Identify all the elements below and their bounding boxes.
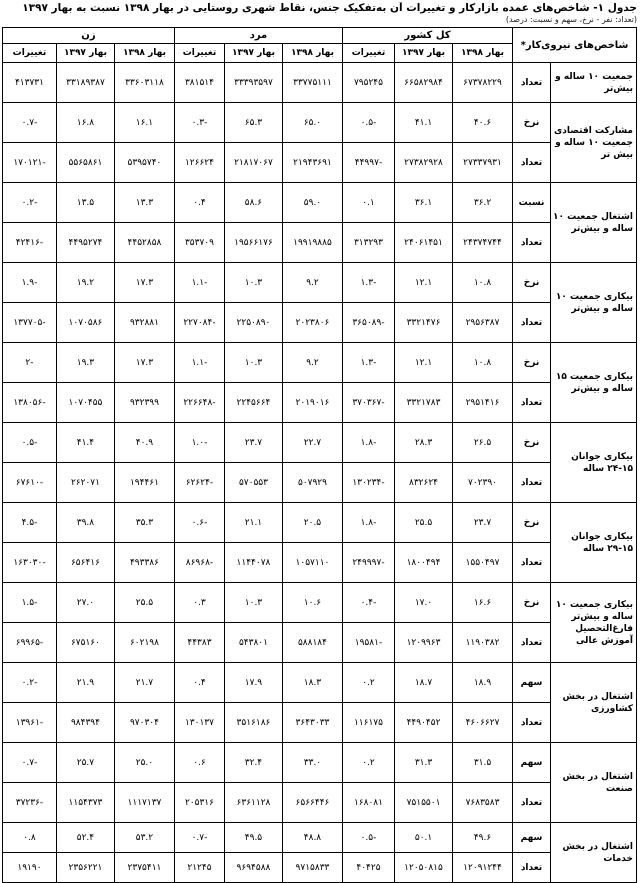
value-cell: ۶۵.۳: [224, 103, 282, 143]
unit-label: نسبت: [513, 183, 551, 223]
value-cell: ۱۶.۸: [56, 103, 114, 143]
value-cell: ۴۰.۹: [114, 423, 174, 463]
indicator-label: جمعیت ۱۰ ساله و بیش‌تر: [551, 63, 637, 103]
value-cell: ۱۸۰۰۴۹۴: [395, 543, 453, 583]
value-cell: -۰.۵: [2, 423, 56, 463]
indicator-label: اشتغال در بخش صنعت: [551, 743, 637, 823]
table-row: [2, 823, 636, 853]
value-cell: ۵۴۳۸۰۱: [224, 623, 282, 663]
value-cell: ۴۹۳۳۸۶: [114, 543, 174, 583]
value-cell: ۱۵۵۰۴۹۷: [453, 543, 513, 583]
indicator-label: بیکاری جوانان ۱۵-۲۹ ساله: [551, 503, 637, 583]
value-cell: ۱۹۱۹۰: [2, 853, 56, 883]
value-cell: -۱۳۰۲۳۴: [342, 463, 394, 503]
value-cell: -۱۶۳۰۳۰: [2, 543, 56, 583]
value-cell: -۶۷۶۱۰: [2, 463, 56, 503]
value-cell: ۱۱۴۴۰۷۸: [224, 543, 282, 583]
value-cell: ۱۹۵۶۶۱۷۶: [224, 223, 282, 263]
value-cell: ۱۲.۱: [395, 263, 453, 303]
value-cell: -۱.۳: [342, 343, 394, 383]
value-cell: ۳۸۱۵۱۴: [174, 63, 224, 103]
value-cell: ۱۲۰۹۹۶۳: [395, 623, 453, 663]
value-cell: ۲۳.۷: [224, 423, 282, 463]
value-cell: ۱۳.۳: [114, 183, 174, 223]
value-cell: ۳۶.۲: [453, 183, 513, 223]
value-cell: ۹۷۱۵۸۳۳: [282, 853, 342, 883]
value-cell: ۹۳۲۳۹۹: [114, 383, 174, 423]
value-cell: ۱۹.۲: [56, 263, 114, 303]
table-row: [2, 783, 636, 823]
value-cell: ۴۱.۱: [395, 103, 453, 143]
value-cell: -۱.۸: [342, 423, 394, 463]
value-cell: ۰.۲: [342, 743, 394, 783]
table-row: [2, 583, 636, 623]
value-cell: -۲: [2, 343, 56, 383]
value-cell: ۵۳.۲: [114, 823, 174, 853]
value-cell: ۳۹.۸: [56, 503, 114, 543]
value-cell: ۴۱.۴: [56, 423, 114, 463]
value-cell: ۵۰۷۹۲۹: [282, 463, 342, 503]
value-cell: ۲۱۹۴۳۶۹۱: [282, 143, 342, 183]
value-cell: -۱.۵: [2, 583, 56, 623]
value-cell: ۵۷۰۵۵۳: [224, 463, 282, 503]
value-cell: ۱۶.۱: [114, 103, 174, 143]
value-cell: ۴۱۳۷۳۱: [2, 63, 56, 103]
value-cell: ۵۸.۶: [224, 183, 282, 223]
value-cell: ۱۱۱۷۱۳۷: [114, 783, 174, 823]
unit-label: تعداد: [513, 463, 551, 503]
value-cell: ۴۴۳۸۳: [174, 623, 224, 663]
value-cell: ۴۴۹۵۲۷۴: [56, 223, 114, 263]
value-cell: ۹۷۰۳۰۴: [114, 703, 174, 743]
value-cell: ۲۸.۳: [395, 423, 453, 463]
value-cell: ۲۱.۹: [56, 663, 114, 703]
value-cell: ۱۷.۳: [114, 343, 174, 383]
unit-label: نرخ: [513, 103, 551, 143]
value-cell: ۳۱.۳: [395, 743, 453, 783]
table-row: [2, 183, 636, 223]
value-cell: ۳۳۳۹۳۵۹۷: [224, 63, 282, 103]
value-cell: -۸۶۹۶۸: [174, 543, 224, 583]
table-row: [2, 623, 636, 663]
value-cell: ۱۰۷۰۴۵۵: [56, 383, 114, 423]
table-row: [2, 463, 636, 503]
value-cell: ۹۳۲۸۸۱: [114, 303, 174, 343]
unit-label: سهم: [513, 823, 551, 853]
value-cell: -۱۳۹۶۱: [2, 703, 56, 743]
value-cell: ۳۵.۳: [114, 503, 174, 543]
value-cell: ۷۹۵۲۴۵: [342, 63, 394, 103]
value-cell: ۳۱.۵: [453, 743, 513, 783]
unit-label: نرخ: [513, 503, 551, 543]
value-cell: ۲۶۲۰۷۱: [56, 463, 114, 503]
value-cell: -۰.۳: [174, 103, 224, 143]
value-cell: -۳۷۲۳۶: [2, 783, 56, 823]
value-cell: ۳۳.۰: [282, 743, 342, 783]
value-cell: ۰.۴: [174, 183, 224, 223]
value-cell: ۷۰۲۳۹۰: [453, 463, 513, 503]
value-cell: ۹۶۹۴۵۸۸: [224, 853, 282, 883]
value-cell: ۱۹۹۱۹۸۸۵: [282, 223, 342, 263]
value-cell: ۲۰۵۳۱۶: [174, 783, 224, 823]
table-row: [2, 383, 636, 423]
value-cell: -۰.۵: [342, 103, 394, 143]
table-body: [2, 63, 636, 883]
value-cell: ۴۴۹۰۴۵۲: [395, 703, 453, 743]
value-cell: ۲۱.۷: [114, 663, 174, 703]
value-cell: ۲۷۳۸۲۹۲۸: [395, 143, 453, 183]
value-cell: -۰.۲: [2, 663, 56, 703]
header-group-female: زن: [2, 28, 174, 44]
value-cell: ۶۶۵۸۲۹۸۴: [395, 63, 453, 103]
table-row: [2, 503, 636, 543]
header-change: تغییرات: [174, 44, 224, 63]
value-cell: ۲۲۵۰۸۹۰: [224, 303, 282, 343]
value-cell: ۲۹۵۱۴۱۶: [453, 383, 513, 423]
value-cell: -۰.۷: [2, 103, 56, 143]
header-spring-1397: بهار ۱۳۹۷: [395, 44, 453, 63]
value-cell: -۴۴۹۹۷: [342, 143, 394, 183]
value-cell: ۴۸.۸: [282, 823, 342, 853]
value-cell: -۰.۷: [2, 743, 56, 783]
header-spring-1397: بهار ۱۳۹۷: [224, 44, 282, 63]
value-cell: ۱۸.۳: [282, 663, 342, 703]
value-cell: ۱۰۵۷۱۱۰: [282, 543, 342, 583]
table-row: [2, 143, 636, 183]
value-cell: ۱۰.۳: [224, 343, 282, 383]
value-cell: -۰.۴: [342, 583, 394, 623]
value-cell: ۱۰.۳: [224, 263, 282, 303]
value-cell: ۱۲۶۶۲۴: [174, 143, 224, 183]
value-cell: ۷۵۱۵۵۰۱: [395, 783, 453, 823]
value-cell: ۶۳۶۱۱۲۸: [224, 783, 282, 823]
value-cell: ۱۹.۳: [56, 343, 114, 383]
header-spring-1398: بهار ۱۳۹۸: [114, 44, 174, 63]
value-cell: ۰.۲: [342, 663, 394, 703]
unit-label: تعداد: [513, 853, 551, 883]
value-cell: -۱.۱: [174, 263, 224, 303]
value-cell: -۲۲۷۰۸۴: [174, 303, 224, 343]
value-cell: ۱۱۹۰۳۸۲: [453, 623, 513, 663]
value-cell: -۱۷۰۱۲۱: [2, 143, 56, 183]
unit-label: تعداد: [513, 703, 551, 743]
unit-label: نرخ: [513, 583, 551, 623]
value-cell: ۱۶۸۰۸۱: [342, 783, 394, 823]
value-cell: ۲۱۸۱۷۰۶۷: [224, 143, 282, 183]
value-cell: ۲۳۷۵۴۱۱: [114, 853, 174, 883]
table-row: [2, 743, 636, 783]
table-row: [2, 543, 636, 583]
value-cell: ۸۳۲۶۲۴: [395, 463, 453, 503]
table-row: [2, 303, 636, 343]
table-row: [2, 103, 636, 143]
value-cell: -۳۶۵۰۸۹: [342, 303, 394, 343]
value-cell: -۶۹۹۶۵: [2, 623, 56, 663]
value-cell: ۴۰۴۲۵: [342, 853, 394, 883]
value-cell: ۱۲۰۹۱۲۴۴: [453, 853, 513, 883]
value-cell: ۴۰.۶: [453, 103, 513, 143]
value-cell: -۱۹۵۸۱: [342, 623, 394, 663]
table-row: [2, 223, 636, 263]
value-cell: ۳۶۴۳۰۳۳: [282, 703, 342, 743]
value-cell: ۳۳۲۱۷۸۳: [395, 383, 453, 423]
value-cell: ۵۵۶۵۸۶۱: [56, 143, 114, 183]
value-cell: ۶۷۵۱۶۰: [56, 623, 114, 663]
table-row: [2, 853, 636, 883]
value-cell: ۲۳.۷: [453, 503, 513, 543]
header-indicators: شاخص‌های نیروی‌کار*: [513, 28, 637, 63]
value-cell: ۰.۸: [2, 823, 56, 853]
value-cell: ۳۱۳۲۹۳: [342, 223, 394, 263]
value-cell: ۱۰.۸: [453, 263, 513, 303]
indicator-label: بیکاری جوانان ۱۵-۲۴ ساله: [551, 423, 637, 503]
value-cell: ۲۲.۷: [282, 423, 342, 463]
value-cell: -۲۲۶۶۴۸: [174, 383, 224, 423]
value-cell: -۱۳۷۷۰۵: [2, 303, 56, 343]
table-row: [2, 63, 636, 103]
value-cell: ۰.۳: [174, 583, 224, 623]
value-cell: ۲۱.۱: [224, 503, 282, 543]
table-row: [2, 343, 636, 383]
value-cell: ۹.۲: [282, 263, 342, 303]
value-cell: ۳۶.۱: [395, 183, 453, 223]
value-cell: -۱۳۸۰۵۶: [2, 383, 56, 423]
table-title: جدول ۱- شاخص‌های عمده بازارکار و تغییرات آن به‌تفکیک جنس، نقاط شهری روستایی در بهار ۱۳۹۸ نسبت به بهار ۱۳۹۷: [22, 2, 637, 14]
value-cell: -۰.۶: [174, 503, 224, 543]
labor-market-table: [2, 27, 637, 883]
value-cell: ۹۸۴۳۹۴: [56, 703, 114, 743]
table-row: [2, 703, 636, 743]
value-cell: ۳۳۲۱۴۷۶: [395, 303, 453, 343]
value-cell: ۱۲۰۵۰۸۱۵: [395, 853, 453, 883]
value-cell: ۱۷.۰: [395, 583, 453, 623]
unit-label: تعداد: [513, 63, 551, 103]
indicator-label: بیکاری جمعیت ۱۰ ساله و بیش‌تر فارغ‌التحصیل آموزش عالی: [551, 583, 637, 663]
header-change: تغییرات: [342, 44, 394, 63]
value-cell: -۱.۱: [174, 343, 224, 383]
value-cell: ۱۰۷۰۵۸۶: [56, 303, 114, 343]
value-cell: ۶۵.۰: [282, 103, 342, 143]
unit-label: تعداد: [513, 543, 551, 583]
indicator-label: مشارکت اقتصادی جمعیت ۱۰ ساله و بیش‌ تر: [551, 103, 637, 183]
value-cell: -۲۴۹۹۹۷: [342, 543, 394, 583]
value-cell: ۱۱۵۴۳۷۳: [56, 783, 114, 823]
value-cell: ۲۵.۰: [114, 743, 174, 783]
value-cell: ۱۸.۹: [453, 663, 513, 703]
value-cell: ۵۹.۰: [282, 183, 342, 223]
value-cell: -۴.۵: [2, 503, 56, 543]
unit-label: تعداد: [513, 223, 551, 263]
unit-label: تعداد: [513, 383, 551, 423]
value-cell: -۴۲۴۱۶: [2, 223, 56, 263]
header-spring-1397: بهار ۱۳۹۷: [56, 44, 114, 63]
value-cell: ۵۲.۴: [56, 823, 114, 853]
value-cell: -۰.۷: [174, 823, 224, 853]
value-cell: ۰.۴: [174, 663, 224, 703]
value-cell: ۳۵۳۷۰۹: [174, 223, 224, 263]
value-cell: ۱۶.۶: [453, 583, 513, 623]
value-cell: ۲۴۰۶۱۴۵۱: [395, 223, 453, 263]
value-cell: ۲۷۳۳۷۹۳۱: [453, 143, 513, 183]
value-cell: ۶۵۶۶۴۴۶: [282, 783, 342, 823]
value-cell: ۹.۲: [282, 343, 342, 383]
unit-label: نرخ: [513, 343, 551, 383]
value-cell: ۱۱۶۱۷۵: [342, 703, 394, 743]
value-cell: ۲۵.۷: [56, 743, 114, 783]
value-cell: ۱۳.۵: [56, 183, 114, 223]
header-row-groups: [2, 28, 636, 44]
value-cell: ۴۹.۵: [224, 823, 282, 853]
value-cell: ۲۱۲۴۵: [174, 853, 224, 883]
value-cell: ۳۳۷۷۵۱۱۱: [282, 63, 342, 103]
value-cell: ۵۳۹۵۷۴۰: [114, 143, 174, 183]
table-row: [2, 663, 636, 703]
value-cell: ۶۵۶۴۱۶: [56, 543, 114, 583]
indicator-label: اشتغال جمعیت ۱۰ ساله و بیش‌تر: [551, 183, 637, 263]
indicator-label: اشتغال در بخش خدمات: [551, 823, 637, 883]
unit-label: تعداد: [513, 143, 551, 183]
value-cell: ۲۵.۵: [395, 503, 453, 543]
value-cell: ۷۶۸۳۵۸۳: [453, 783, 513, 823]
value-cell: ۴۶۰۶۶۲۷: [453, 703, 513, 743]
value-cell: -۰.۵: [342, 823, 394, 853]
value-cell: ۱۰.۸: [453, 343, 513, 383]
unit-label: نرخ: [513, 263, 551, 303]
unit-label: تعداد: [513, 303, 551, 343]
header-spring-1398: بهار ۱۳۹۸: [453, 44, 513, 63]
value-cell: ۲۹۵۶۳۸۷: [453, 303, 513, 343]
value-cell: ۵۰.۱: [395, 823, 453, 853]
value-cell: ۲۳۵۶۲۲۱: [56, 853, 114, 883]
header-spring-1398: بهار ۱۳۹۸: [282, 44, 342, 63]
header-change: تغییرات: [2, 44, 56, 63]
value-cell: ۳۲.۴: [224, 743, 282, 783]
table-row: [2, 423, 636, 463]
value-cell: ۰.۶: [174, 743, 224, 783]
value-cell: -۱.۳: [342, 263, 394, 303]
value-cell: ۳۳۶۰۳۱۱۸: [114, 63, 174, 103]
value-cell: -۶۲۶۲۴: [174, 463, 224, 503]
unit-label: سهم: [513, 663, 551, 703]
unit-label: نرخ: [513, 423, 551, 463]
header-group-male: مرد: [174, 28, 342, 44]
value-cell: ۶۷۳۷۸۲۲۹: [453, 63, 513, 103]
value-cell: ۱۷.۳: [114, 263, 174, 303]
value-cell: ۲۷.۰: [56, 583, 114, 623]
value-cell: ۱۰.۶: [282, 583, 342, 623]
unit-label: سهم: [513, 743, 551, 783]
value-cell: ۱۷.۹: [224, 663, 282, 703]
value-cell: -۳۷۰۳۶۷: [342, 383, 394, 423]
value-cell: ۲۶.۵: [453, 423, 513, 463]
value-cell: ۶۰۲۱۹۸: [114, 623, 174, 663]
value-cell: ۰.۱: [342, 183, 394, 223]
value-cell: ۳۵۱۶۱۸۶: [224, 703, 282, 743]
table-row: [2, 263, 636, 303]
value-cell: ۱۲.۱: [395, 343, 453, 383]
table-subtitle: (تعداد: نفر - نرخ، سهم و نسبت: درصد): [505, 15, 637, 24]
value-cell: ۱۳۰۱۳۷: [174, 703, 224, 743]
value-cell: ۲۰۲۳۸۰۶: [282, 303, 342, 343]
header-group-total: کل کشور: [342, 28, 512, 44]
value-cell: -۱.۰: [174, 423, 224, 463]
value-cell: ۱۰.۳: [224, 583, 282, 623]
value-cell: ۱۹۴۴۶۱: [114, 463, 174, 503]
value-cell: -۰.۲: [2, 183, 56, 223]
value-cell: -۱.۹: [2, 263, 56, 303]
value-cell: ۳۳۱۸۹۳۸۷: [56, 63, 114, 103]
indicator-label: اشتغال در بخش کشاورزی: [551, 663, 637, 743]
value-cell: ۴۹.۶: [453, 823, 513, 853]
value-cell: ۵۸۸۱۸۴: [282, 623, 342, 663]
value-cell: ۴۴۵۲۸۵۸: [114, 223, 174, 263]
indicator-label: بیکاری جمعیت ۱۵ ساله و بیش‌تر: [551, 343, 637, 423]
value-cell: ۲۰.۵: [282, 503, 342, 543]
value-cell: ۱۸.۷: [395, 663, 453, 703]
value-cell: ۲۵.۵: [114, 583, 174, 623]
value-cell: ۲۰۱۹۰۱۶: [282, 383, 342, 423]
indicator-label: بیکاری جمعیت ۱۰ ساله و بیش‌تر: [551, 263, 637, 343]
value-cell: -۱.۸: [342, 503, 394, 543]
value-cell: ۲۲۴۵۶۶۴: [224, 383, 282, 423]
unit-label: تعداد: [513, 783, 551, 823]
unit-label: تعداد: [513, 623, 551, 663]
value-cell: ۲۴۳۷۴۷۴۴: [453, 223, 513, 263]
